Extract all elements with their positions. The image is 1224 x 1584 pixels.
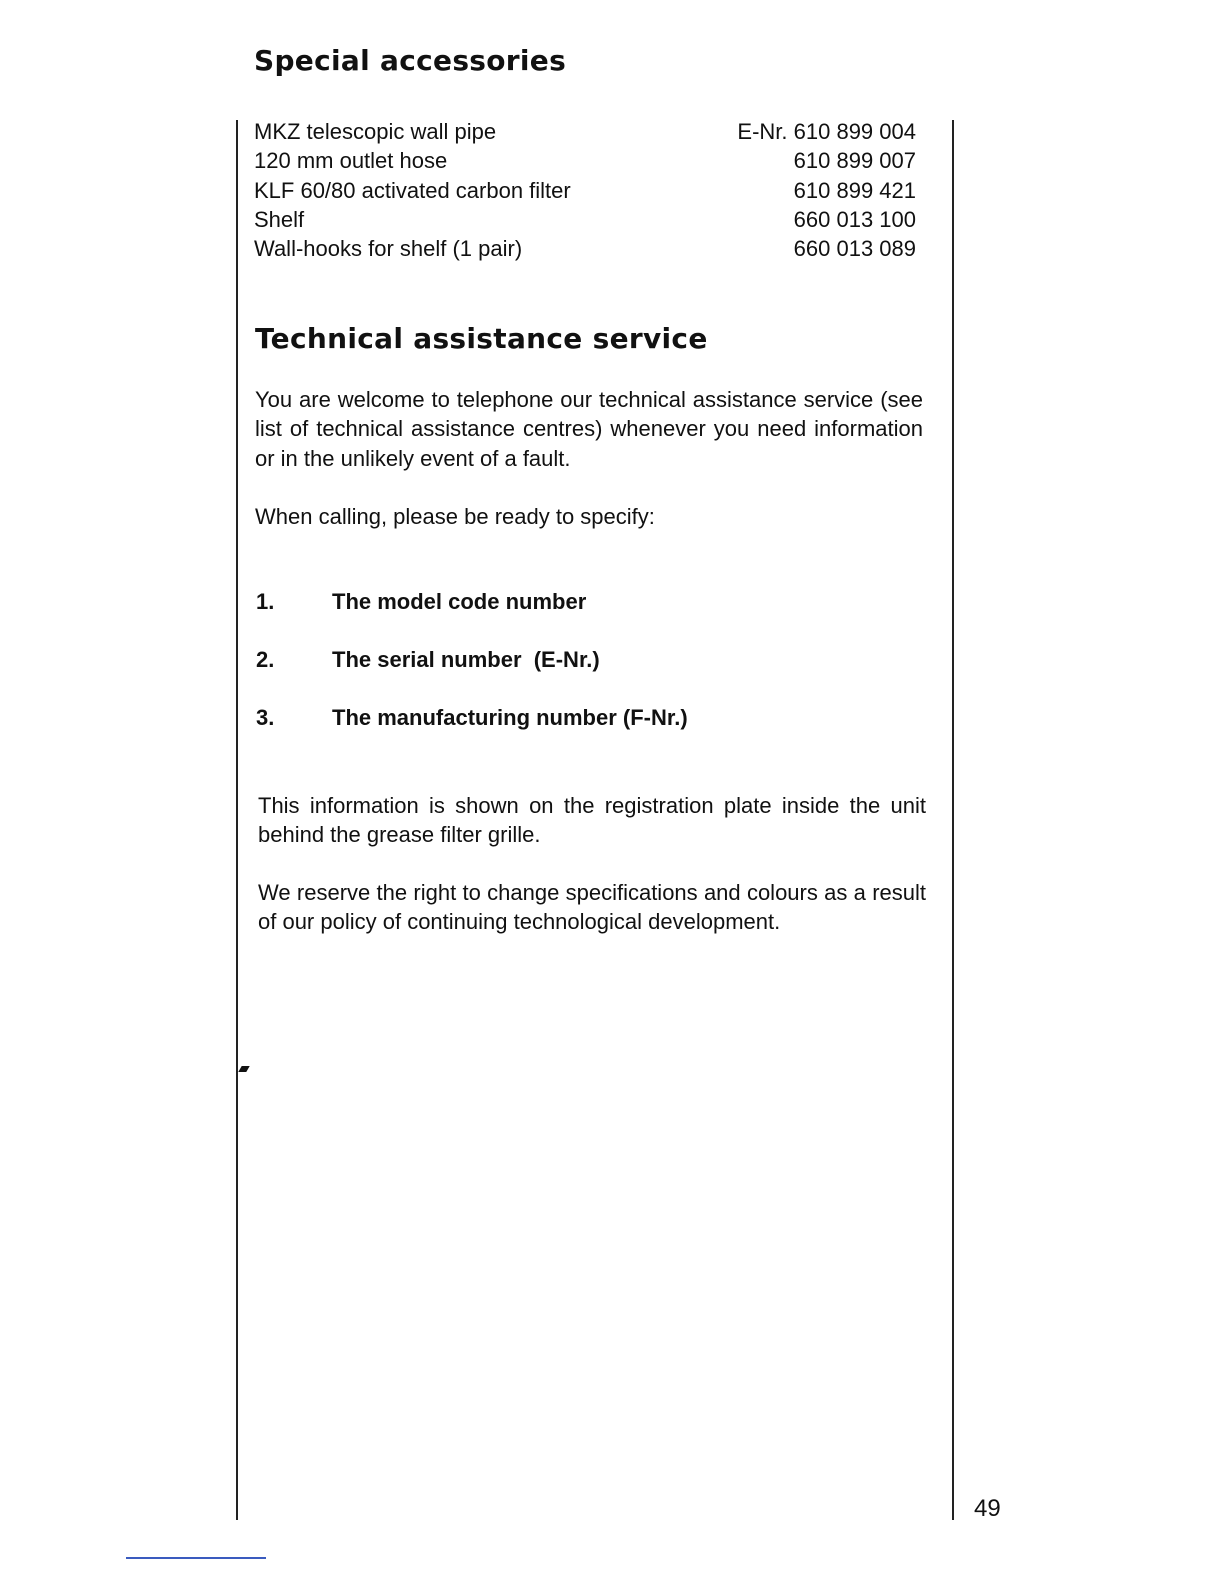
- accessory-name: MKZ telescopic wall pipe: [254, 119, 497, 144]
- step-number: 3.: [256, 705, 275, 730]
- list-item: [256, 586, 896, 644]
- reserve-rights-paragraph: We reserve the right to change specifications and colours as a result of our policy of continuing technological development.: [258, 880, 926, 935]
- step-text: The model code number: [332, 589, 587, 614]
- accessories-list: [254, 117, 916, 263]
- accessory-row: [254, 146, 916, 175]
- accessory-name: Wall-hooks for shelf (1 pair): [254, 236, 523, 262]
- page-number: 49: [974, 1495, 1001, 1522]
- accessory-number: 660 013 089: [793, 236, 916, 262]
- accessory-row: [254, 117, 916, 146]
- accessory-number: 610 899 007: [793, 148, 916, 174]
- step-text: The manufacturing number (F-Nr.): [332, 705, 688, 730]
- scan-mark: [238, 1066, 249, 1072]
- accessory-row: [254, 176, 916, 205]
- right-margin-rule: [952, 120, 954, 1520]
- list-item: [256, 644, 896, 702]
- accessories-title: Special accessories: [254, 44, 567, 77]
- left-margin-rule: [236, 120, 238, 1520]
- accessory-name: Shelf: [254, 206, 305, 232]
- step-text: The serial number (E-Nr.): [332, 647, 600, 672]
- accessory-name: KLF 60/80 activated carbon filter: [254, 177, 571, 203]
- service-intro-paragraph: You are welcome to telephone our technical assistance service (see list of technical assistance centres) whenever you need information or in the unlikely event of a fault.: [255, 387, 923, 471]
- accessory-number: E-Nr. 610 899 004: [737, 119, 916, 144]
- accessory-number: 660 013 100: [793, 206, 916, 232]
- bottom-scan-line: [126, 1557, 266, 1559]
- accessory-number: 610 899 421: [793, 177, 916, 203]
- list-item: [256, 702, 896, 760]
- accessory-name: 120 mm outlet hose: [254, 148, 448, 174]
- step-number: 2.: [256, 647, 275, 672]
- registration-plate-paragraph: This information is shown on the registration plate inside the unit behind the grease filter grille.: [258, 793, 926, 848]
- specify-steps-list: [256, 586, 896, 760]
- accessory-row: [254, 205, 916, 234]
- accessory-row: [254, 234, 916, 263]
- calling-paragraph: When calling, please be ready to specify:: [255, 504, 655, 529]
- step-number: 1.: [256, 589, 275, 614]
- service-title: Technical assistance service: [255, 322, 708, 355]
